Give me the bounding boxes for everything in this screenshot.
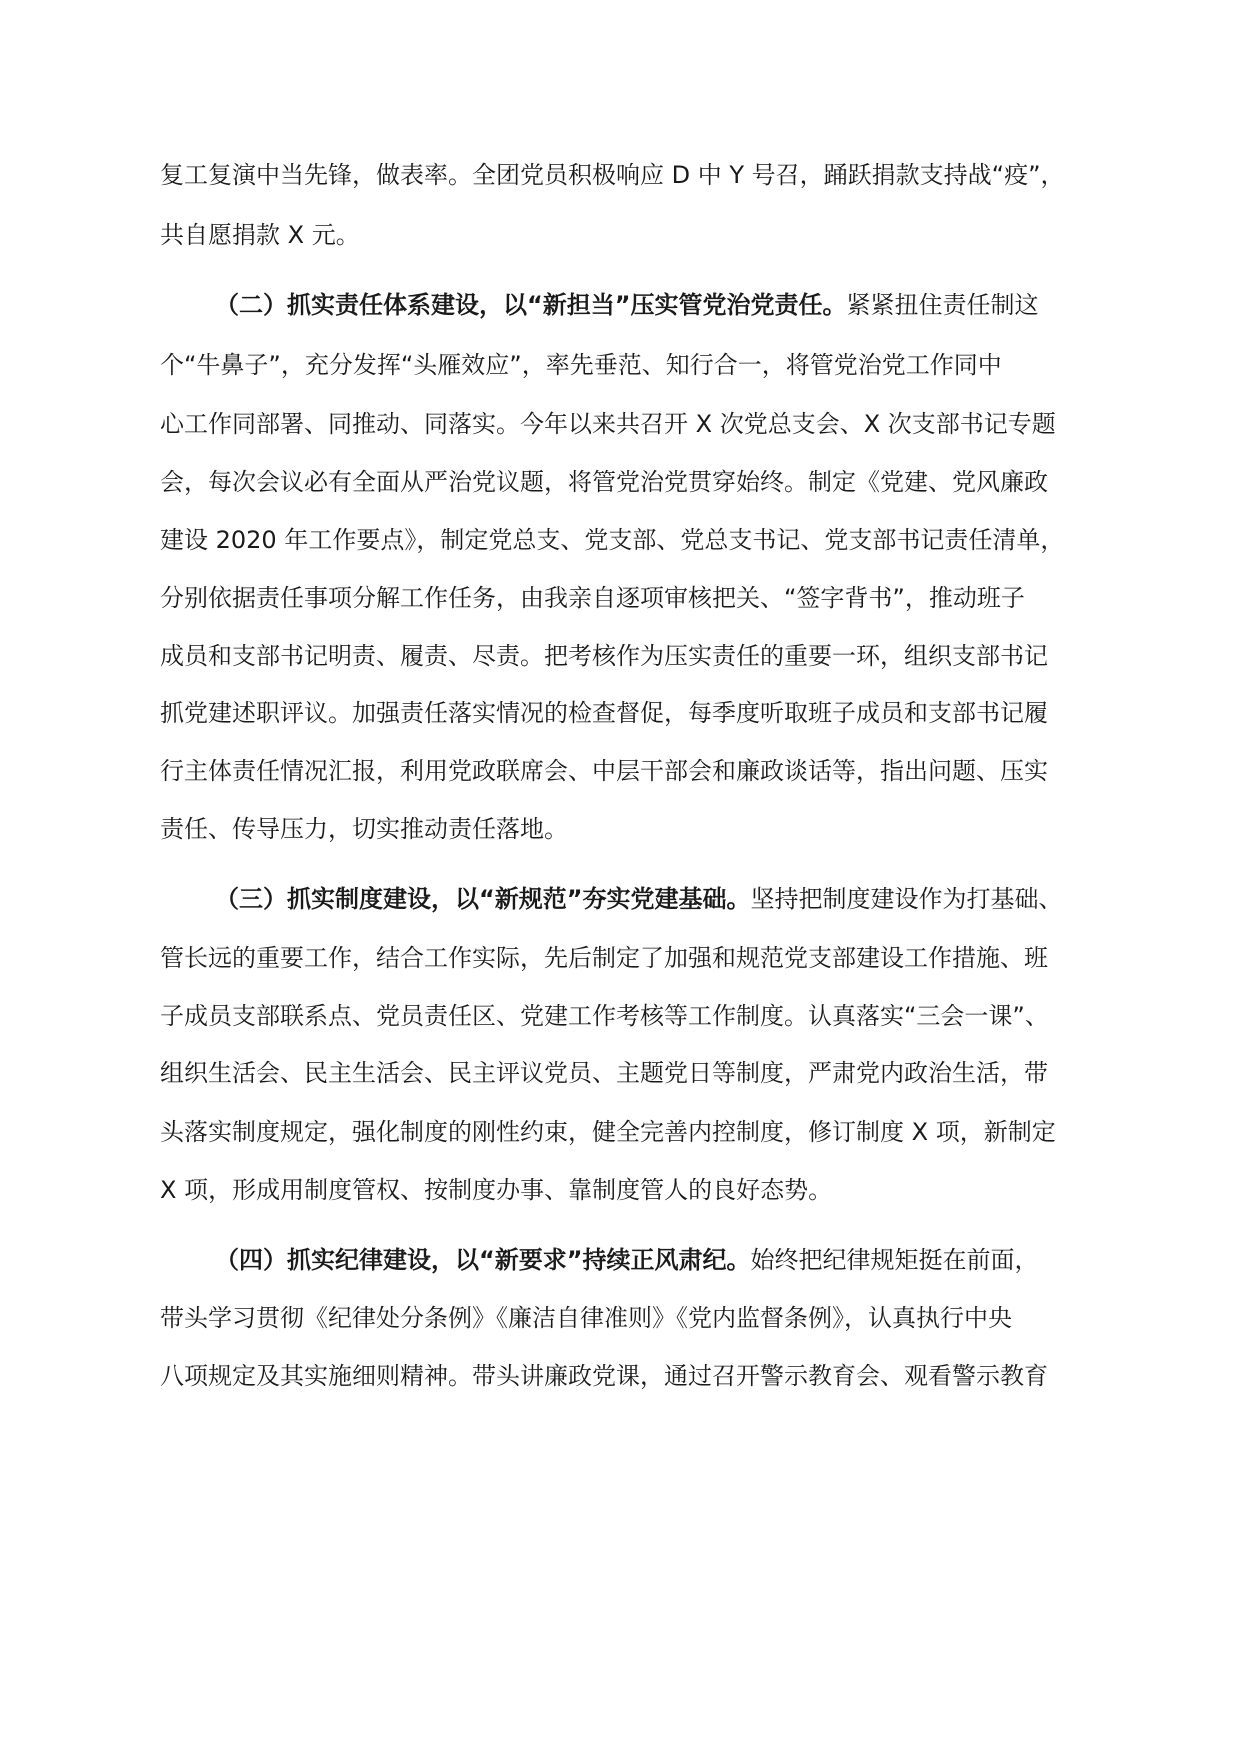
paragraph-3-line-2: 管长远的重要工作，结合工作实际，先后制定了加强和规范党支部建设工作措施、班	[160, 944, 1048, 972]
paragraph-2-line-4: 会，每次会议必有全面从严治党议题，将管党治党贯穿始终。制定《党建、党风廉政	[160, 468, 1048, 496]
paragraph-2-line-3: 心工作同部署、同推动、同落实。今年以来共召开 X 次党总支会、X 次支部书记专题	[160, 410, 1056, 438]
paragraph-2-line-2: 个“牛鼻子”，充分发挥“头雁效应”，率先垂范、知行合一，将管党治党工作同中	[160, 351, 1002, 379]
section-heading-2: （二）抓实责任体系建设，以“新担当”压实管党治党责任。	[215, 291, 847, 319]
paragraph-4-line-2: 带头学习贯彻《纪律处分条例》《廉洁自律准则》《党内监督条例》，认真执行中央	[160, 1304, 1012, 1332]
paragraph-2-line-5: 建设 2020 年工作要点》，制定党总支、党支部、党总支书记、党支部书记责任清单，	[160, 526, 1065, 554]
paragraph-2-line-1	[215, 285, 1100, 325]
paragraph-2-line-9: 行主体责任情况汇报，利用党政联席会、中层干部会和廉政谈话等，指出问题、压实	[160, 757, 1048, 785]
paragraph-4-line-3: 八项规定及其实施细则精神。带头讲廉政党课，通过召开警示教育会、观看警示教育	[160, 1362, 1048, 1390]
paragraph-3-line-5: 头落实制度规定，强化制度的刚性约束，健全完善内控制度，修订制度 X 项，新制定	[160, 1118, 1056, 1146]
paragraph-1-line-1: 复工复演中当先锋，做表率。全团党员积极响应 D 中 Y 号召，踊跃捐款支持战“疫”，	[160, 161, 1065, 189]
section-heading-3: （三）抓实制度建设，以“新规范”夯实党建基础。	[215, 885, 751, 913]
paragraph-2-line-1-text: 紧紧扭住责任制这	[846, 291, 1039, 319]
paragraph-3-line-1	[215, 879, 1100, 919]
paragraph-4-line-1	[215, 1240, 1100, 1280]
paragraph-2-line-6: 分别依据责任事项分解工作任务，由我亲自逐项审核把关、“签字背书”，推动班子	[160, 584, 1025, 612]
paragraph-2-line-7: 成员和支部书记明责、履责、尽责。把考核作为压实责任的重要一环，组织支部书记	[160, 642, 1048, 670]
paragraph-2-line-10: 责任、传导压力，切实推动责任落地。	[160, 815, 568, 843]
paragraph-3-line-6: X 项，形成用制度管权、按制度办事、靠制度管人的良好态势。	[160, 1176, 833, 1204]
paragraph-4-line-1-text: 始终把纪律规矩挺在前面，	[750, 1246, 1039, 1274]
paragraph-3-line-4: 组织生活会、民主生活会、民主评议党员、主题党日等制度，严肃党内政治生活，带	[160, 1059, 1048, 1087]
paragraph-1-line-2: 共自愿捐款 X 元。	[160, 221, 360, 249]
section-heading-4: （四）抓实纪律建设，以“新要求”持续正风肃纪。	[215, 1246, 751, 1274]
paragraph-3-line-1-text: 坚持把制度建设作为打基础、	[750, 885, 1063, 913]
paragraph-3-line-3: 子成员支部联系点、党员责任区、党建工作考核等工作制度。认真落实“三会一课”、	[160, 1002, 1049, 1030]
paragraph-2-line-8: 抓党建述职评议。加强责任落实情况的检查督促，每季度听取班子成员和支部书记履	[160, 699, 1048, 727]
